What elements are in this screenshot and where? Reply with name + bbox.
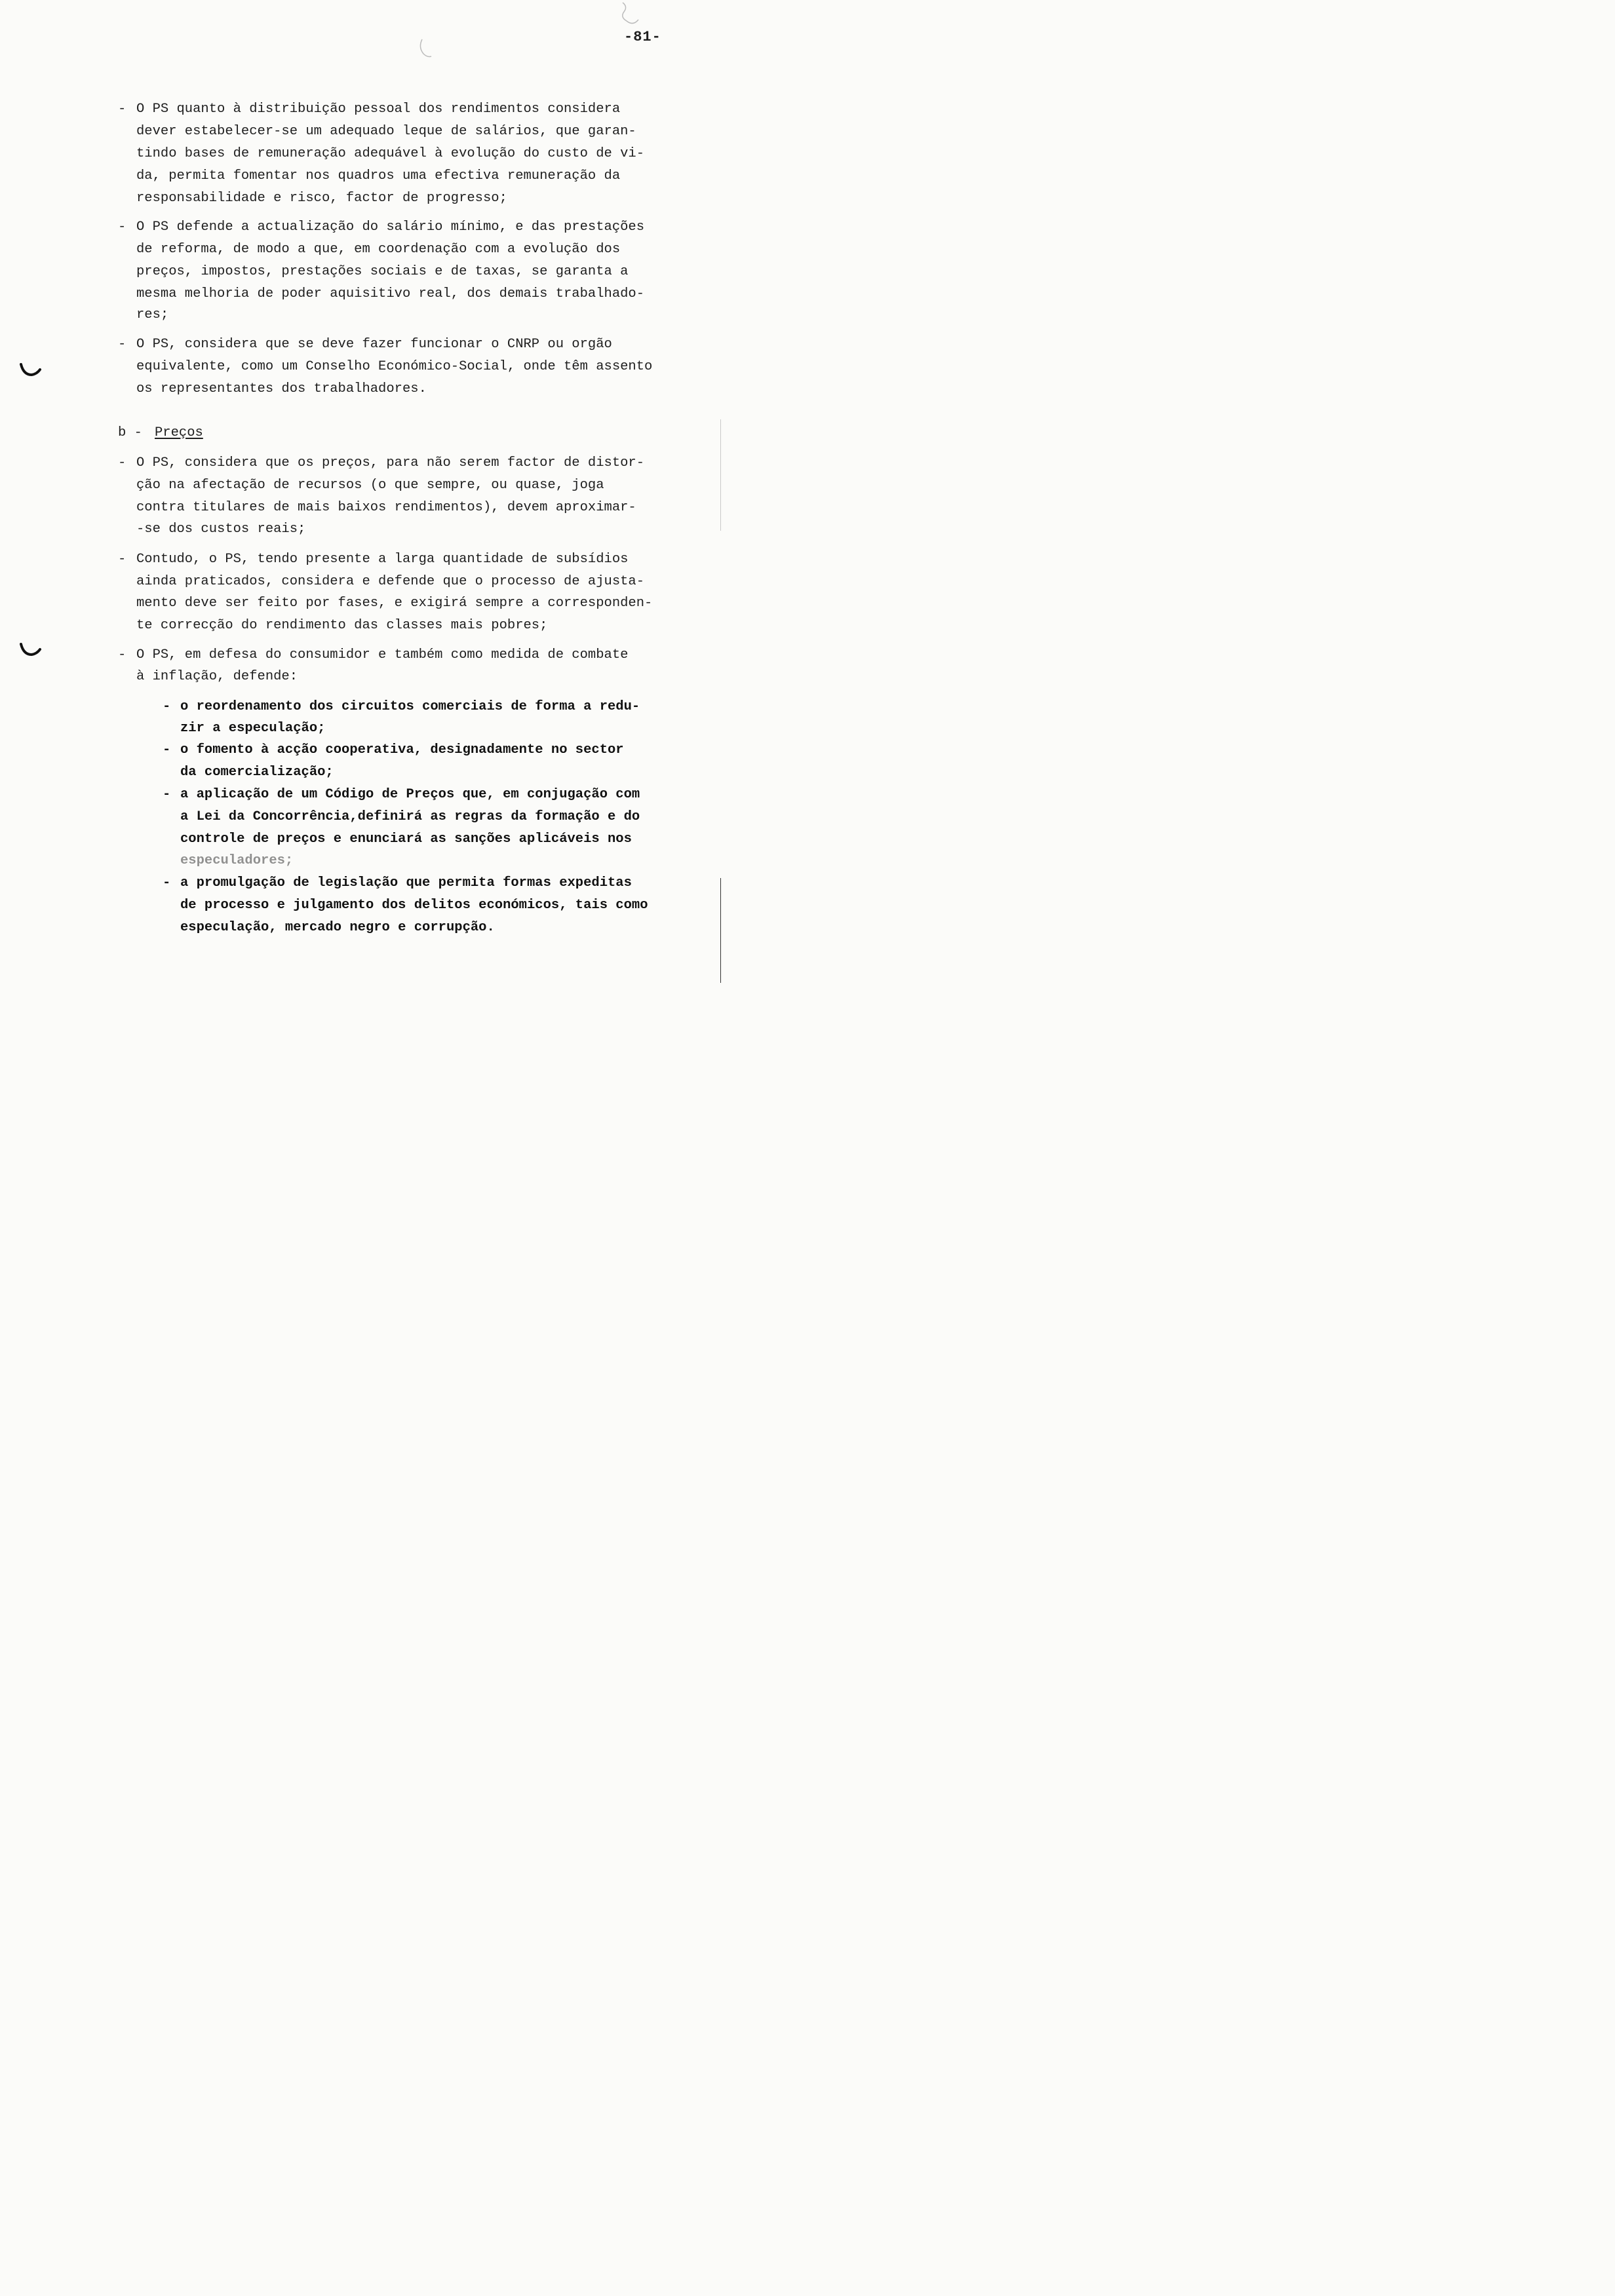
text-line: controle de preços e enunciará as sanções aplicáveis nos	[180, 832, 632, 847]
text-line: da, permita fomentar nos quadros uma efectiva remuneração da	[136, 168, 621, 183]
text-line: a promulgação de legislação que permita formas expeditas	[180, 875, 632, 890]
text-line: mento deve ser feito por fases, e exigirá sempre a corresponden-	[136, 596, 653, 611]
text-line: o reordenamento dos circuitos comerciais de forma a redu-	[180, 699, 640, 714]
text-line: responsabilidade e risco, factor de progresso;	[136, 191, 507, 206]
text-line: O PS quanto à distribuição pessoal dos rendimentos considera	[136, 102, 621, 117]
text-line: contra titulares de mais baixos rendimentos), devem aproximar-	[136, 500, 636, 515]
text-line: res;	[136, 307, 169, 322]
text-line: ção na afectação de recursos (o que sempre, ou quase, joga	[136, 478, 604, 493]
text-line: o fomento à acção cooperativa, designadamente no sector	[180, 742, 624, 757]
list-dash: -	[163, 742, 171, 757]
text-line: O PS, considera que se deve fazer funcionar o CNRP ou orgão	[136, 337, 612, 352]
scan-edge-line	[720, 419, 721, 531]
text-line: te correcção do rendimento das classes mais pobres;	[136, 618, 548, 633]
section-letter: b -	[118, 425, 142, 440]
text-line: especuladores;	[180, 853, 294, 868]
text-line: dever estabelecer-se um adequado leque de salários, que garan-	[136, 124, 636, 139]
list-dash: -	[163, 787, 171, 802]
scan-smudge-icon	[616, 0, 649, 29]
text-line: Contudo, o PS, tendo presente a larga quantidade de subsídios	[136, 552, 629, 567]
text-line: à inflação, defende:	[136, 669, 298, 684]
list-dash: -	[118, 337, 126, 352]
text-line: O PS, considera que os preços, para não serem factor de distor-	[136, 455, 645, 470]
page-number: -81-	[624, 29, 661, 45]
text-line: -se dos custos reais;	[136, 522, 306, 537]
section-title: Preços	[155, 425, 203, 440]
text-line: O PS defende a actualização do salário mínimo, e das prestações	[136, 220, 645, 235]
text-line: equivalente, como um Conselho Económico-Social, onde têm assento	[136, 359, 653, 374]
list-dash: -	[118, 552, 126, 567]
text-line: ainda praticados, considera e defende que o processo de ajusta-	[136, 574, 645, 589]
margin-check-mark-icon	[18, 362, 42, 379]
text-line: tindo bases de remuneração adequável à evolução do custo de vi-	[136, 146, 645, 161]
text-line: O PS, em defesa do consumidor e também como medida de combate	[136, 647, 629, 662]
text-line: de processo e julgamento dos delitos económicos, tais como	[180, 898, 648, 913]
list-dash: -	[163, 699, 171, 714]
text-line: de reforma, de modo a que, em coordenação com a evolução dos	[136, 242, 621, 257]
list-dash: -	[118, 455, 126, 470]
list-dash: -	[118, 102, 126, 117]
list-dash: -	[163, 875, 171, 890]
scan-edge-line	[720, 878, 721, 983]
text-line: zir a especulação;	[180, 721, 326, 736]
text-line: da comercialização;	[180, 765, 334, 780]
text-line: especulação, mercado negro e corrupção.	[180, 920, 495, 935]
text-line: a Lei da Concorrência,definirá as regras da formação e do	[180, 809, 640, 824]
list-dash: -	[118, 220, 126, 235]
text-line: preços, impostos, prestações sociais e de taxas, se garanta a	[136, 264, 629, 279]
scan-smudge-icon	[416, 37, 435, 60]
text-line: mesma melhoria de poder aquisitivo real, dos demais trabalhado-	[136, 286, 645, 301]
list-dash: -	[118, 647, 126, 662]
text-line: a aplicação de um Código de Preços que, em conjugação com	[180, 787, 640, 802]
margin-check-mark-icon	[18, 641, 42, 659]
text-line: os representantes dos trabalhadores.	[136, 381, 427, 396]
